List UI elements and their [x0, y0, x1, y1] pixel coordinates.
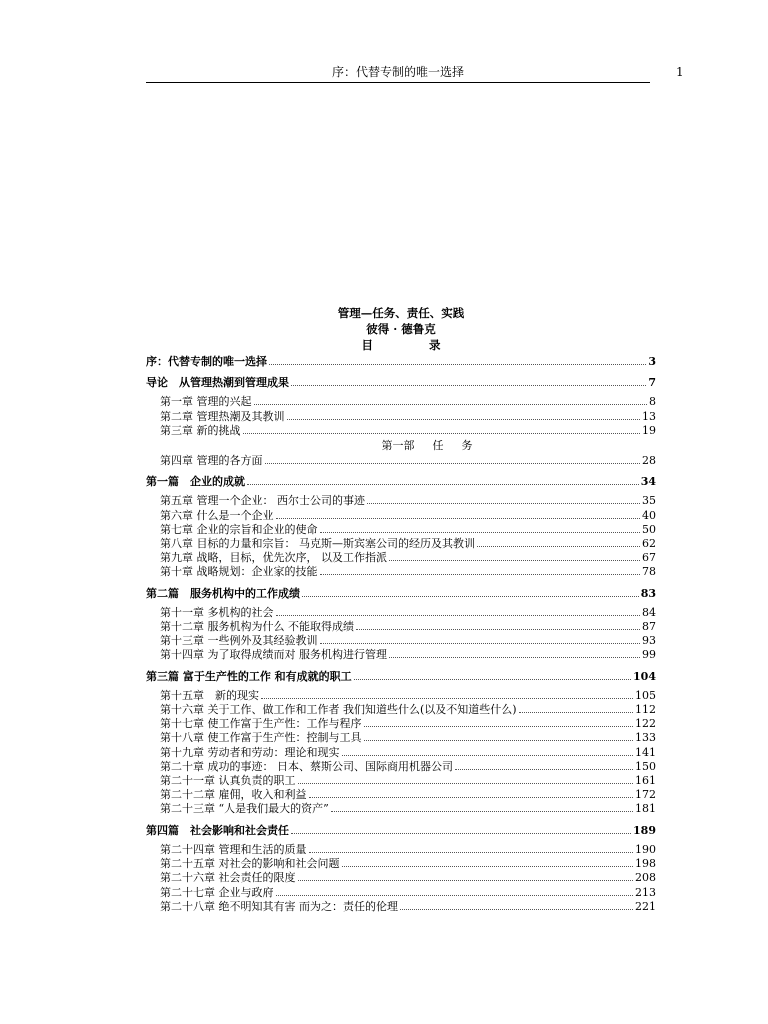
leader-dots: [320, 523, 641, 533]
toc-entry-page: 99: [642, 648, 656, 662]
toc-entry-introduction[interactable]: [146, 376, 656, 390]
leader-dots: [400, 900, 633, 910]
toc-entry-label: 第十一章 多机构的社会: [160, 605, 274, 619]
toc-entry-label: 第二十二章 雇佣，收入和利益: [160, 788, 307, 802]
toc-entry[interactable]: [146, 703, 656, 717]
toc-entry-page: 67: [642, 551, 656, 565]
part-heading: [146, 438, 656, 454]
leader-dots: [477, 537, 640, 547]
toc-entry[interactable]: [146, 494, 656, 508]
toc-heading-left: 目: [361, 338, 373, 352]
toc-entry[interactable]: [146, 886, 656, 900]
toc-entry[interactable]: [146, 509, 656, 523]
toc-entry-page: 62: [642, 537, 656, 551]
leader-dots: [276, 886, 634, 896]
leader-dots: [291, 824, 631, 834]
toc-heading-right: 录: [429, 338, 441, 352]
toc-entry-page: 198: [635, 857, 656, 871]
leader-dots: [291, 376, 646, 386]
toc-heading: [146, 337, 656, 353]
toc-entry[interactable]: [146, 565, 656, 579]
toc-entry-label: 第四章 管理的各方面: [160, 454, 263, 468]
leader-dots: [298, 774, 634, 784]
toc-entry-label: 第十五章 新的现实: [160, 688, 259, 702]
toc-entry-label: 第四篇 社会影响和社会责任: [146, 823, 289, 837]
leader-dots: [367, 494, 640, 504]
toc-entry-page: 112: [635, 703, 656, 717]
toc-entry[interactable]: [146, 648, 656, 662]
leader-dots: [342, 857, 634, 867]
toc-entry-label: 第二十六章 社会责任的限度: [160, 871, 296, 885]
toc-entry-label: 第六章 什么是一个企业: [160, 508, 274, 522]
toc-entry-page: 13: [642, 409, 656, 423]
table-of-contents: [146, 355, 656, 914]
toc-entry-label: 第八章 目标的力量和宗旨： 马克斯—斯宾塞公司的经历及其教训: [160, 537, 475, 551]
toc-entry[interactable]: [146, 634, 656, 648]
toc-entry[interactable]: [146, 395, 656, 409]
leader-dots: [309, 788, 634, 798]
toc-entry-page: 35: [642, 494, 656, 508]
toc-entry-label: 第十九章 劳动者和劳动：理论和现实: [160, 745, 340, 759]
toc-entry[interactable]: [146, 410, 656, 424]
toc-entry[interactable]: [146, 900, 656, 914]
toc-entry-preface[interactable]: [146, 355, 656, 369]
leader-dots: [364, 717, 634, 727]
leader-dots: [261, 689, 633, 699]
leader-dots: [354, 670, 631, 680]
toc-entry-page: 40: [642, 508, 656, 522]
toc-entry-label: 第二篇 服务机构中的工作成绩: [146, 586, 300, 600]
toc-entry-label: 第七章 企业的宗旨和企业的使命: [160, 522, 318, 536]
toc-entry[interactable]: [146, 760, 656, 774]
toc-entry-page: 189: [633, 823, 656, 837]
toc-entry-page: 141: [635, 745, 656, 759]
toc-entry-section[interactable]: [146, 670, 656, 684]
leader-dots: [276, 606, 641, 616]
leader-dots: [265, 454, 641, 464]
toc-entry[interactable]: [146, 871, 656, 885]
toc-entry-page: 83: [640, 586, 656, 600]
leader-dots: [287, 410, 641, 420]
toc-entry[interactable]: [146, 802, 656, 816]
toc-entry[interactable]: [146, 689, 656, 703]
toc-entry[interactable]: [146, 523, 656, 537]
leader-dots: [269, 355, 646, 365]
leader-dots: [243, 424, 641, 434]
toc-entry-page: 161: [635, 774, 656, 788]
toc-entry[interactable]: [146, 746, 656, 760]
toc-entry-page: 7: [648, 376, 656, 390]
toc-entry[interactable]: [146, 424, 656, 438]
toc-entry-page: 122: [635, 717, 656, 731]
leader-dots: [298, 871, 634, 881]
book-title: 管理—任务、责任、实践: [337, 306, 465, 320]
toc-entry[interactable]: [146, 774, 656, 788]
toc-entry[interactable]: [146, 454, 656, 468]
leader-dots: [247, 475, 639, 485]
toc-entry-page: 28: [642, 454, 656, 468]
leader-dots: [519, 703, 633, 713]
toc-entry-page: 172: [635, 788, 656, 802]
toc-entry-label: 第九章 战略，目标，优先次序， 以及工作指派: [160, 551, 387, 565]
toc-entry-label: 导论 从管理热潮到管理成果: [146, 376, 289, 390]
toc-entry-page: 181: [635, 802, 656, 816]
toc-entry-label: 第二十一章 认真负责的职工: [160, 774, 296, 788]
toc-entry[interactable]: [146, 843, 656, 857]
part-heading-word-1: 任: [432, 439, 444, 453]
toc-entry-label: 第五章 管理一个企业： 西尔士公司的事迹: [160, 494, 365, 508]
toc-entry-page: 208: [635, 871, 656, 885]
leader-dots: [254, 395, 648, 405]
toc-entry-label: 第三章 新的挑战: [160, 423, 241, 437]
toc-entry-page: 105: [635, 688, 656, 702]
toc-entry-page: 34: [640, 475, 656, 489]
toc-entry-label: 第一篇 企业的成就: [146, 475, 245, 489]
toc-entry[interactable]: [146, 788, 656, 802]
toc-entry[interactable]: [146, 537, 656, 551]
toc-entry-label: 第三篇 富于生产性的工作 和有成就的职工: [146, 669, 352, 683]
toc-entry-section[interactable]: [146, 587, 656, 601]
leader-dots: [356, 620, 640, 630]
toc-entry-label: 第二十五章 对社会的影响和社会问题: [160, 857, 340, 871]
toc-entry-page: 133: [635, 731, 656, 745]
leader-dots: [331, 802, 633, 812]
toc-entry-page: 8: [649, 395, 656, 409]
toc-entry-page: 84: [642, 605, 656, 619]
toc-entry-label: 第十七章 使工作富于生产性：工作与程序: [160, 717, 362, 731]
toc-entry[interactable]: [146, 731, 656, 745]
toc-entry-page: 150: [635, 759, 656, 773]
toc-entry-page: 50: [642, 522, 656, 536]
leader-dots: [389, 648, 640, 658]
toc-entry-label: 第十八章 使工作富于生产性：控制与工具: [160, 731, 362, 745]
part-heading-word-2: 务: [461, 439, 473, 453]
leader-dots: [320, 565, 641, 575]
leader-dots: [320, 634, 641, 644]
toc-entry[interactable]: [146, 606, 656, 620]
page-number: 1: [676, 65, 684, 79]
toc-entry-page: 78: [642, 565, 656, 579]
toc-entry-section[interactable]: [146, 475, 656, 489]
toc-entry-label: 第二十章 成功的事迹： 日本、蔡斯公司、国际商用机器公司: [160, 759, 453, 773]
toc-entry-page: 87: [642, 620, 656, 634]
toc-entry-label: 第一章 管理的兴起: [160, 395, 252, 409]
leader-dots: [342, 746, 634, 756]
toc-entry-page: 19: [642, 423, 656, 437]
running-header: 序：代替专制的唯一选择: [146, 62, 650, 83]
toc-entry-label: 第十二章 服务机构为什么 不能取得成绩: [160, 620, 354, 634]
toc-entry-page: 3: [648, 355, 656, 368]
toc-entry-page: 104: [633, 669, 656, 683]
part-heading-number: 第一部: [381, 439, 415, 453]
toc-entry-label: 第十章 战略规划：企业家的技能: [160, 565, 318, 579]
toc-entry-label: 序：代替专制的唯一选择: [146, 355, 267, 368]
toc-entry[interactable]: [146, 717, 656, 731]
toc-entry[interactable]: [146, 857, 656, 871]
toc-entry-label: 第二十八章 绝不明知其有害 而为之：责任的伦理: [160, 899, 398, 913]
leader-dots: [364, 731, 634, 741]
toc-entry-label: 第二十四章 管理和生活的质量: [160, 842, 307, 856]
toc-entry-label: 第二章 管理热潮及其教训: [160, 409, 285, 423]
book-author: 彼得 · 德鲁克: [366, 322, 436, 336]
toc-entry-label: 第十三章 一些例外及其经验教训: [160, 634, 318, 648]
leader-dots: [302, 587, 639, 597]
toc-entry-label: 第二十三章 “人是我们最大的资产”: [160, 802, 329, 816]
toc-entry[interactable]: [146, 551, 656, 565]
title-block: [146, 305, 656, 353]
toc-entry-page: 213: [635, 885, 656, 899]
toc-entry-label: 第十六章 关于工作、做工作和工作者 我们知道些什么(以及不知道些什么): [160, 703, 517, 717]
toc-entry-label: 第二十七章 企业与政府: [160, 885, 274, 899]
leader-dots: [276, 509, 641, 519]
toc-entry-section[interactable]: [146, 824, 656, 838]
toc-entry-page: 221: [635, 899, 656, 913]
leader-dots: [389, 551, 640, 561]
toc-entry-page: 93: [642, 634, 656, 648]
toc-entry-label: 第十四章 为了取得成绩而对 服务机构进行管理: [160, 648, 387, 662]
toc-entry[interactable]: [146, 620, 656, 634]
leader-dots: [309, 843, 634, 853]
leader-dots: [455, 760, 633, 770]
toc-entry-page: 190: [635, 842, 656, 856]
